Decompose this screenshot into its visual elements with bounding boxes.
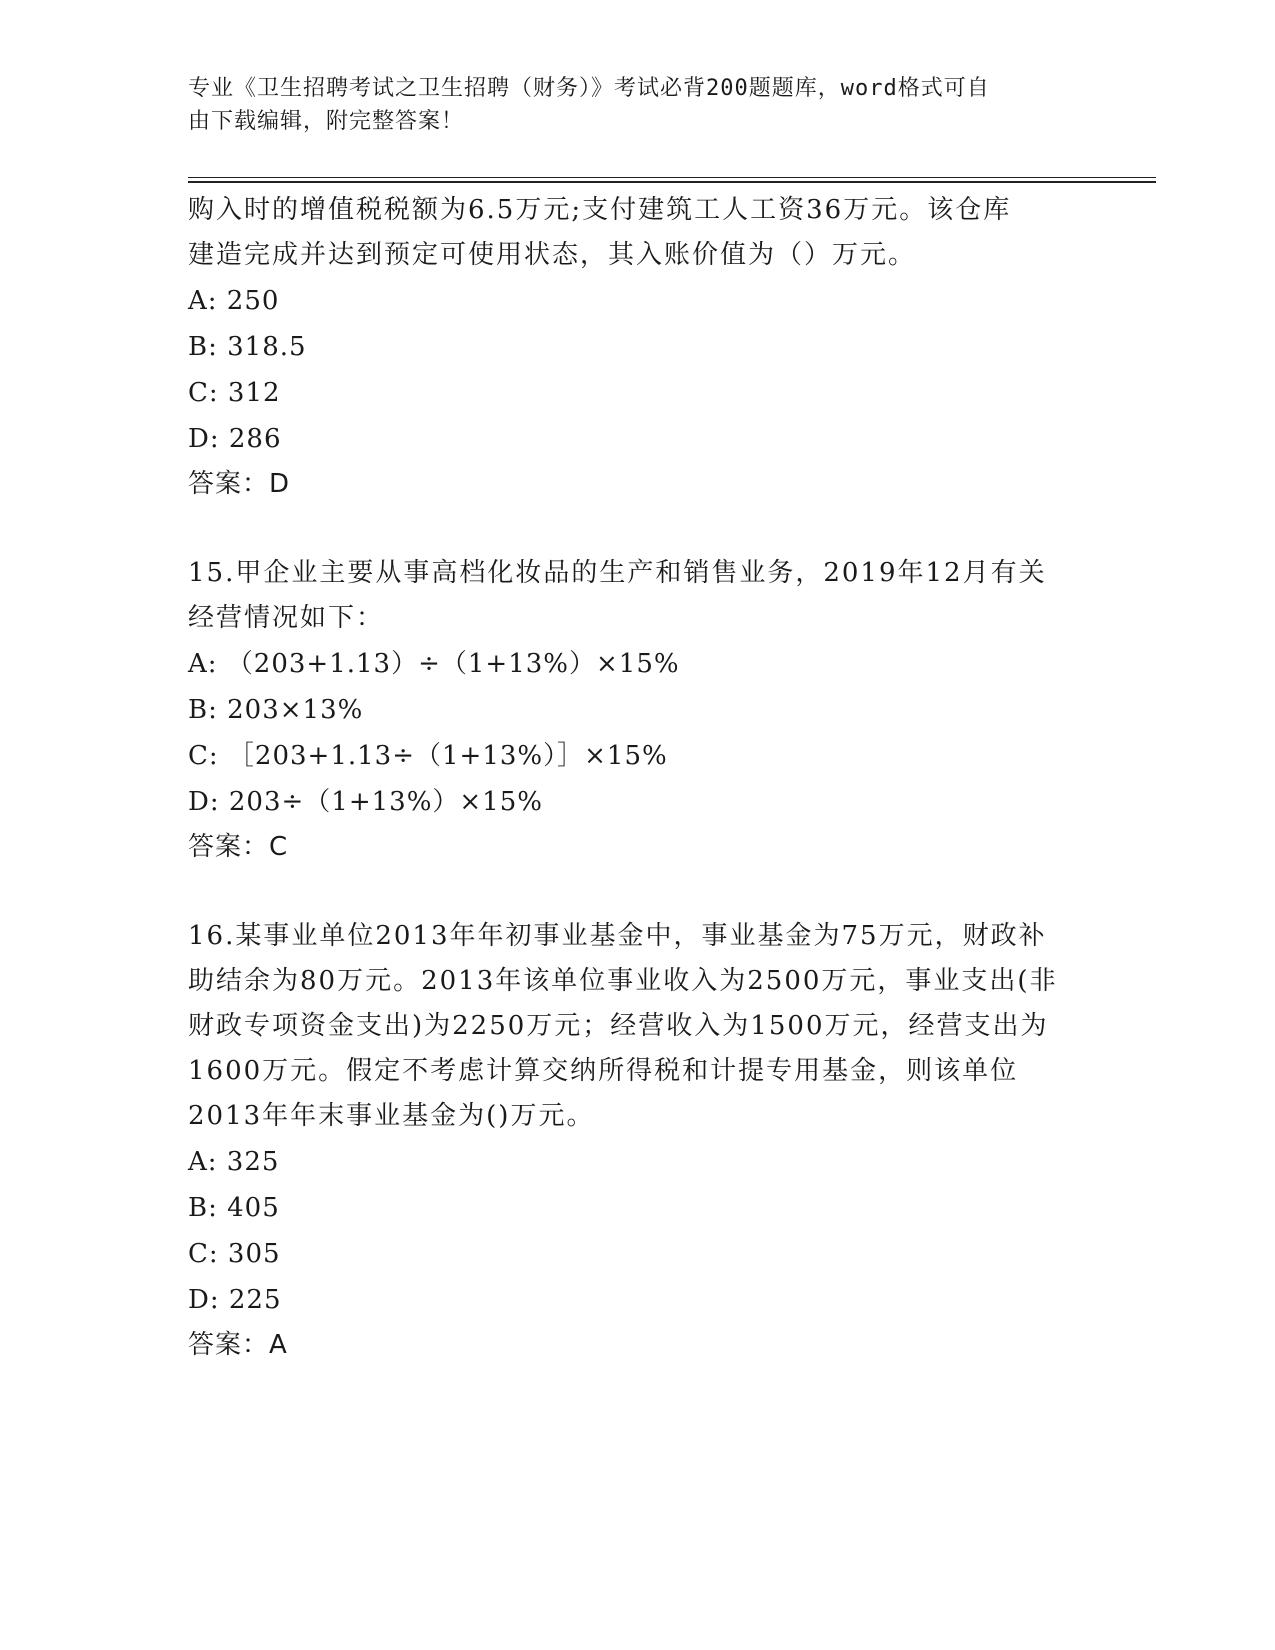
- option-a: A: 250: [188, 286, 280, 316]
- question-text-line: 16.某事业单位2013年年初事业基金中，事业基金为75万元，财政补: [188, 921, 1047, 951]
- option-b: B: 203×13%: [188, 695, 364, 725]
- option-a: A: 325: [188, 1147, 280, 1177]
- option-b: B: 405: [188, 1193, 280, 1223]
- answer-line: 答案：A: [188, 1330, 288, 1360]
- spacer: [188, 870, 1088, 914]
- question-text-line: 经营情况如下：: [188, 603, 385, 633]
- option-d: D: 286: [188, 424, 282, 454]
- header-divider-thick: [188, 181, 1156, 183]
- spacer: [188, 507, 1088, 551]
- option-d: D: 203÷（1+13%）×15%: [188, 787, 543, 817]
- question-text-line: 2013年年末事业基金为()万元。: [188, 1101, 595, 1131]
- document-body: [188, 188, 1088, 1368]
- option-c: C: 312: [188, 378, 281, 408]
- answer-line: 答案：D: [188, 469, 291, 499]
- option-b: B: 318.5: [188, 332, 307, 362]
- header-line-2: 由下载编辑，附完整答案！: [188, 109, 465, 134]
- document-header: [188, 72, 1088, 138]
- question-text-line: 财政专项资金支出)为2250万元；经营收入为1500万元，经营支出为: [188, 1011, 1049, 1041]
- question-15: [188, 551, 1088, 870]
- question-14: [188, 188, 1088, 507]
- question-text-line: 1600万元。假定不考虑计算交纳所得税和计提专用基金，则该单位: [188, 1056, 1019, 1086]
- option-d: D: 225: [188, 1285, 282, 1315]
- option-c: C: ［203+1.13÷（1+13%）］×15%: [188, 741, 668, 771]
- option-a: A: （203+1.13）÷（1+13%）×15%: [188, 649, 680, 679]
- question-16: [188, 914, 1088, 1368]
- header-line-1: 专业《卫生招聘考试之卫生招聘（财务）》考试必背200题题库，word格式可自: [188, 76, 990, 101]
- question-text-line: 建造完成并达到预定可使用状态，其入账价值为（）万元。: [188, 240, 917, 270]
- answer-line: 答案：C: [188, 832, 289, 862]
- option-c: C: 305: [188, 1239, 281, 1269]
- question-text-line: 15.甲企业主要从事高档化妆品的生产和销售业务，2019年12月有关: [188, 558, 1047, 588]
- question-text-line: 助结余为80万元。2013年该单位事业收入为2500万元，事业支出(非: [188, 966, 1058, 996]
- question-text-line: 购入时的增值税税额为6.5万元;支付建筑工人工资36万元。该仓库: [188, 195, 1012, 225]
- header-divider-thin: [188, 177, 1156, 178]
